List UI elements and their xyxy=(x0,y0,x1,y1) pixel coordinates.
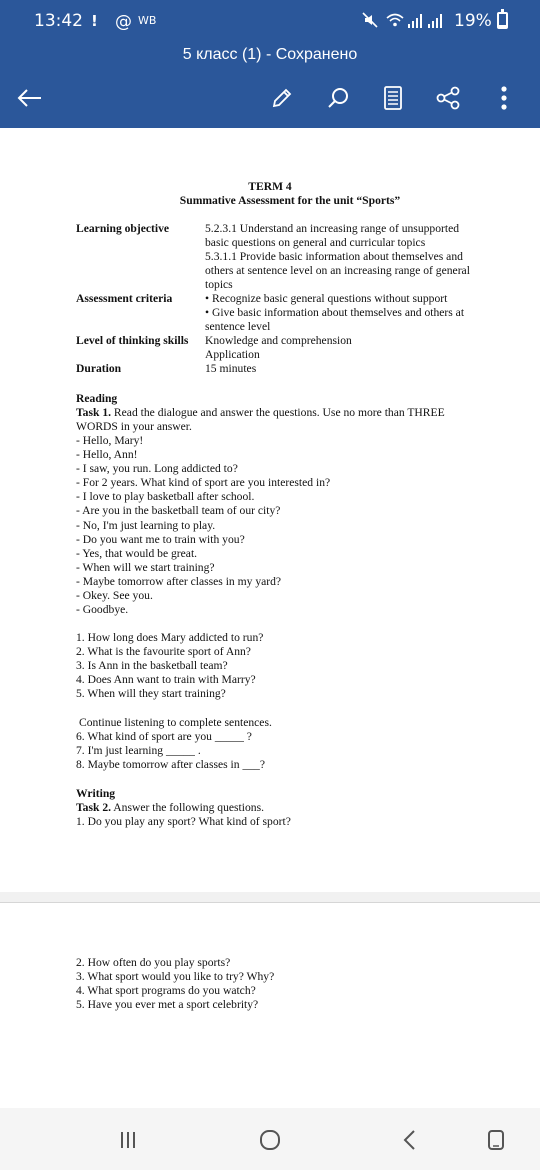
task1-label: Task 1. xyxy=(76,406,112,419)
task1-instruction xyxy=(76,406,516,420)
battery-percent: 19% xyxy=(454,11,492,31)
signal-icon-1 xyxy=(408,14,422,28)
dialogue-line: - For 2 years. What kind of sport are you interested in? xyxy=(76,476,331,490)
assessment-subtitle: Summative Assessment for the unit “Sports” xyxy=(179,194,401,207)
task2-label: Task 2. xyxy=(76,801,112,814)
question-item: 2. How often do you play sports? xyxy=(76,956,231,969)
status-time: 13:42 xyxy=(34,11,83,31)
dialogue-line: - Goodbye. xyxy=(76,603,129,617)
question-item: 4. Does Ann want to train with Marry? xyxy=(76,673,256,687)
question-item: 3. What sport would you like to try? Why? xyxy=(76,970,275,984)
back-icon[interactable] xyxy=(395,1125,425,1155)
table-row-label: Duration xyxy=(76,362,122,375)
page2-questions xyxy=(76,956,274,1012)
mute-icon xyxy=(362,12,378,32)
table-row-value: • Recognize basic general questions without support xyxy=(205,292,448,305)
table-row-value: • Give basic information about themselves and others at xyxy=(205,306,465,319)
question-item: 4. What sport programs do you watch? xyxy=(76,984,256,998)
sentence-item: 7. I'm just learning _____ . xyxy=(76,744,201,758)
dialogue-line: - I love to play basketball after school. xyxy=(76,490,255,504)
dialogue-line: - Okey. See you. xyxy=(76,589,153,603)
table-row-value: Knowledge and comprehension xyxy=(205,334,352,347)
table-row-label: Level of thinking skills xyxy=(76,334,189,347)
continue-instruction: Continue listening to complete sentences. xyxy=(79,716,272,729)
dialogue-line: - Maybe tomorrow after classes in my yard? xyxy=(76,574,282,588)
table-row-value: sentence level xyxy=(205,320,271,333)
reading-heading: Reading xyxy=(76,392,118,405)
status-bar xyxy=(0,0,540,40)
home-icon[interactable] xyxy=(255,1125,285,1155)
writing-heading: Writing xyxy=(76,787,116,800)
writing-question-1: 1. Do you play any sport? What kind of sport? xyxy=(76,815,291,828)
share-icon[interactable] xyxy=(430,80,466,116)
question-item: 2. What is the favourite sport of Ann? xyxy=(76,645,251,659)
at-sign-icon: @ xyxy=(115,12,132,32)
dialogue-line: - No, I'm just learning to play. xyxy=(76,518,216,532)
signal-icon-2 xyxy=(428,14,442,28)
dialogue-line: - Hello, Mary! xyxy=(76,434,144,447)
question-item: 1. How long does Mary addicted to run? xyxy=(76,631,264,644)
more-icon[interactable] xyxy=(486,80,522,116)
term-heading: TERM 4 xyxy=(248,180,292,193)
task1-instruction-cont: WORDS in your answer. xyxy=(76,420,192,433)
table-row-value: 15 minutes xyxy=(205,362,257,375)
sentences-block xyxy=(76,730,265,772)
table-row-value: topics xyxy=(205,278,233,291)
carrier-label: WB xyxy=(138,14,157,27)
dialogue-line: - Yes, that would be great. xyxy=(76,546,198,560)
document-page-2 xyxy=(0,902,540,1108)
document-area[interactable] xyxy=(0,128,540,1108)
document-title: 5 класс (1) - Сохранено xyxy=(182,46,358,63)
dialogue-line: - When will we start training? xyxy=(76,560,215,574)
notification-icon: ! xyxy=(91,12,98,30)
search-icon[interactable] xyxy=(320,80,356,116)
question-item: 5. Have you ever met a sport celebrity? xyxy=(76,998,259,1012)
table-row-label: Assessment criteria xyxy=(76,292,173,305)
document-page-1 xyxy=(0,128,540,892)
rotate-icon[interactable] xyxy=(481,1125,511,1155)
task1-text: Read the dialogue and answer the questions. Use no more than THREE xyxy=(111,406,445,419)
table-row-label: Learning objective xyxy=(76,222,170,235)
sentence-item: 8. Maybe tomorrow after classes in ___? xyxy=(76,758,265,772)
dialogue-line: - Are you in the basketball team of our city? xyxy=(76,504,281,518)
question-item: 5. When will they start training? xyxy=(76,687,226,701)
table-row-value: 5.2.3.1 Understand an increasing range of unsupported xyxy=(205,222,460,235)
battery-icon xyxy=(497,12,508,29)
questions-block xyxy=(76,631,263,701)
table-row-value: Application xyxy=(205,348,260,361)
back-arrow-icon[interactable] xyxy=(12,80,48,116)
dialogue-line: - Hello, Ann! xyxy=(76,448,138,462)
task2-instruction xyxy=(76,801,264,815)
sentence-item: 6. What kind of sport are you _____ ? xyxy=(76,730,252,743)
table-row-value: others at sentence level on an increasing range of general xyxy=(205,264,470,277)
app-header xyxy=(0,0,540,128)
recent-apps-icon[interactable] xyxy=(113,1125,143,1155)
dialogue-line: - I saw, you run. Long addicted to? xyxy=(76,462,238,476)
reading-view-icon[interactable] xyxy=(375,80,411,116)
question-item: 3. Is Ann in the basketball team? xyxy=(76,659,228,673)
pencil-icon[interactable] xyxy=(264,80,300,116)
dialogue-line: - Do you want me to train with you? xyxy=(76,532,245,546)
task2-text: Answer the following questions. xyxy=(111,801,264,814)
wifi-icon xyxy=(386,12,404,32)
table-row-value: basic questions on general and curricular topics xyxy=(205,236,426,249)
table-row-value: 5.3.1.1 Provide basic information about themselves and xyxy=(205,250,463,263)
dialogue-block xyxy=(76,434,330,617)
system-navbar xyxy=(0,1108,540,1170)
